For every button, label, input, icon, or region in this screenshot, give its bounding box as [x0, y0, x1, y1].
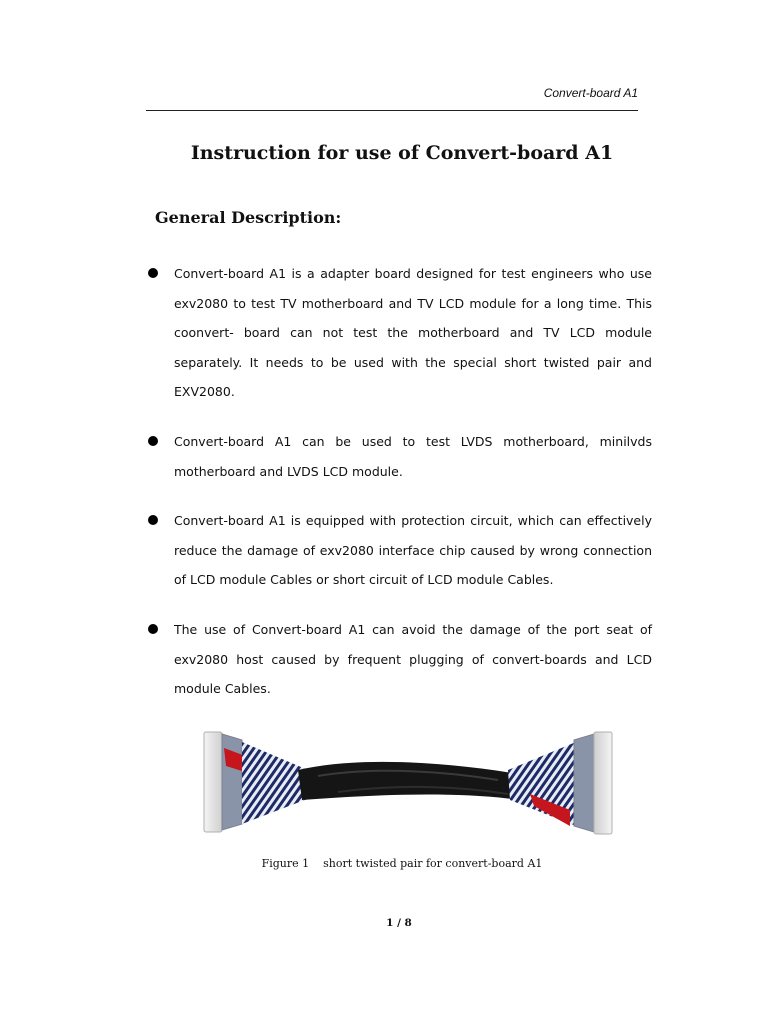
- bullet-icon: [148, 624, 158, 634]
- bullet-icon: [148, 436, 158, 446]
- list-item: [146, 506, 652, 595]
- list-item-text: The use of Convert-board A1 can avoid the damage of the port seat of exv2080 host caused by frequent plugging of convert-boards and LCD module Cables.: [174, 621, 652, 697]
- list-item: [146, 427, 652, 486]
- bullet-icon: [148, 515, 158, 525]
- list-item-text: Convert-board A1 is equipped with protection circuit, which can effectively reduce the damage of exv2080 interface chip caused by wrong connection of LCD module Cables or short circuit of LCD module Cables.: [174, 513, 652, 588]
- twisted-pair-cable-photo: [198, 726, 618, 840]
- bullet-icon: [148, 268, 158, 278]
- section-heading: General Description:: [155, 208, 342, 227]
- header-divider: [146, 110, 638, 111]
- document-title: Instruction for use of Convert-board A1: [190, 142, 614, 164]
- list-item: [146, 615, 652, 704]
- list-item-text: Convert-board A1 can be used to test LVDS motherboard, minilvds motherboard and LVDS LCD module.: [174, 433, 652, 479]
- description-list: [146, 259, 652, 724]
- list-item-text: Convert-board A1 is a adapter board designed for test engineers who use exv2080 to test TV motherboard and TV LCD module for a long time. This coonvert- board can not test the motherboard and TV LCD module separately. It needs to be used with the special short twisted pair and EXV2080.: [174, 266, 652, 400]
- figure-caption: Figure 1 short twisted pair for convert-board A1: [261, 857, 543, 870]
- running-header: Convert-board A1: [543, 86, 638, 100]
- page-number: 1 / 8: [386, 917, 412, 929]
- list-item: [146, 259, 652, 407]
